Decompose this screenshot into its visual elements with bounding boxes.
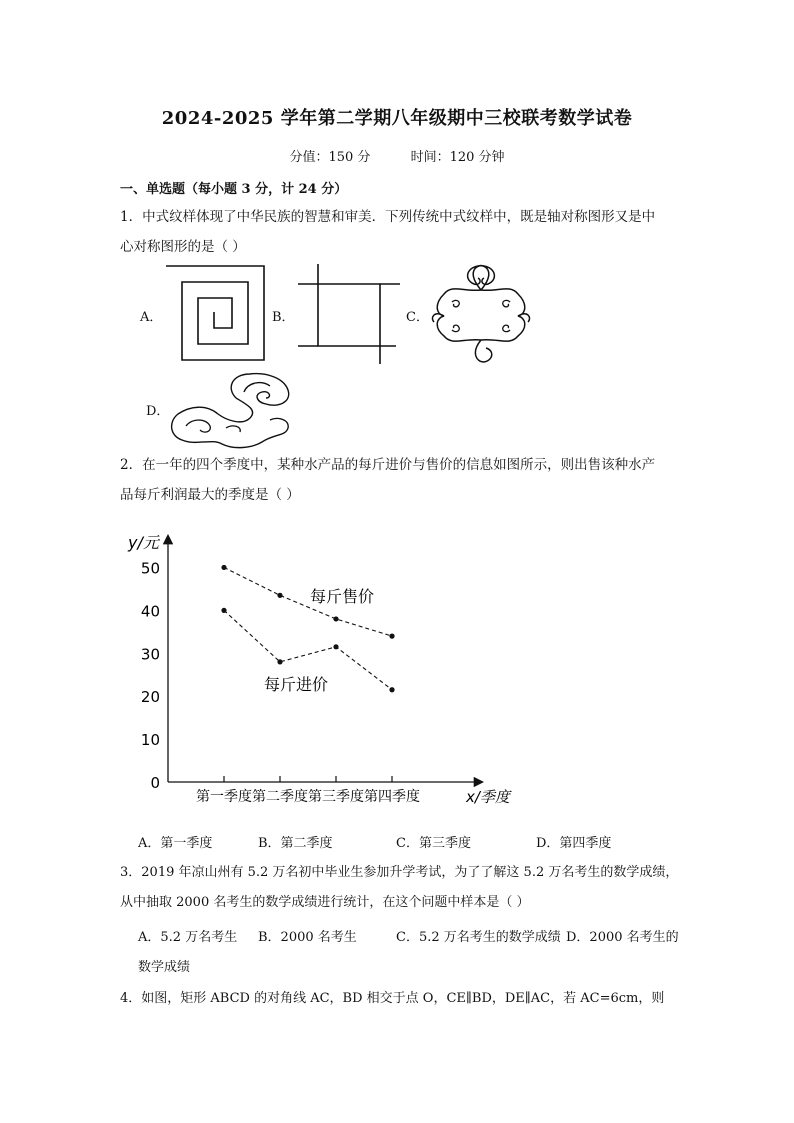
q3-option-d-continued: 数学成绩 — [138, 960, 191, 975]
y-tick-label: 30 — [140, 645, 160, 664]
data-point — [277, 659, 282, 664]
q1-option-c-label: C． — [406, 310, 429, 325]
data-point — [221, 565, 226, 570]
q2-line-chart — [120, 526, 540, 816]
exam-meta — [0, 146, 794, 165]
question-3-line-2: 从中抽取 2000 名考生的数学成绩进行统计，在这个问题中样本是（ ） — [120, 895, 530, 910]
y-tick-label: 40 — [140, 602, 160, 621]
question-2-line-2: 品每斤利润最大的季度是（ ） — [120, 487, 300, 503]
section-heading: 一、单选题（每小题 3 分，计 24 分） — [120, 182, 348, 197]
q3-option-b: B．2000 名考生 — [258, 930, 357, 945]
q2-option-d: D．第四季度 — [536, 836, 612, 851]
legend-sell-price: 每斤售价 — [310, 587, 375, 606]
q2-option-a: A．第一季度 — [138, 836, 213, 851]
data-point — [389, 634, 394, 639]
q1-figure-a-spiral — [164, 264, 268, 364]
exam-title: 2024-2025 学年第二学期八年级期中三校联考数学试卷 — [161, 108, 633, 129]
data-point — [333, 616, 338, 621]
q1-figure-b-lines — [296, 262, 402, 366]
question-3-line-1: 3．2019 年凉山州有 5.2 万名初中毕业生参加升学考试，为了了解这 5.2 万名考生的数学成绩， — [120, 865, 679, 880]
question-4-line-1: 4．如图，矩形 ABCD 的对角线 AC，BD 相交于点 O，CE∥BD，DE∥AC，若 AC=6cm，则 — [120, 991, 665, 1006]
data-point — [389, 687, 394, 692]
x-tick-label: 第二季度 — [252, 789, 308, 805]
q1-figure-c-cloud-clover — [426, 262, 536, 366]
data-point — [221, 608, 226, 613]
q3-option-a: A．5.2 万名考生 — [138, 930, 238, 945]
x-tick-label: 第四季度 — [364, 789, 420, 805]
y-tick-label: 20 — [140, 688, 160, 707]
q1-figure-d-cloud — [166, 368, 296, 454]
q1-option-d-label: D． — [146, 404, 170, 419]
x-tick-label: 第一季度 — [196, 789, 252, 805]
x-axis-label: x/季度 — [466, 788, 510, 806]
q3-option-d: D．2000 名考生的 — [566, 930, 679, 945]
y-axis-label: y/元 — [128, 533, 159, 552]
question-1-line-1: 1．中式纹样体现了中华民族的智慧和审美．下列传统中式纹样中，既是轴对称图形又是中 — [120, 209, 656, 225]
question-1-line-2: 心对称图形的是（ ） — [120, 239, 246, 255]
q1-option-a-label: A． — [140, 310, 163, 325]
data-point — [333, 644, 338, 649]
q1-option-b-label: B． — [272, 310, 295, 325]
question-2-line-1: 2．在一年的四个季度中，某种水产品的每斤进价与售价的信息如图所示，则出售该种水产 — [120, 457, 656, 473]
q2-option-c: C．第三季度 — [396, 836, 471, 851]
y-tick-label: 10 — [140, 731, 160, 750]
q2-option-b: B．第二季度 — [258, 836, 333, 851]
legend-cost-price: 每斤进价 — [264, 675, 329, 694]
x-tick-label: 第三季度 — [308, 789, 364, 805]
q3-option-c: C．5.2 万名考生的数学成绩 — [396, 930, 561, 945]
time-info: 时间：120 分钟 — [410, 150, 505, 165]
y-tick-label: 0 — [150, 774, 160, 792]
score-info: 分值：150 分 — [289, 150, 371, 165]
data-point — [277, 593, 282, 598]
y-tick-label: 50 — [140, 559, 160, 578]
